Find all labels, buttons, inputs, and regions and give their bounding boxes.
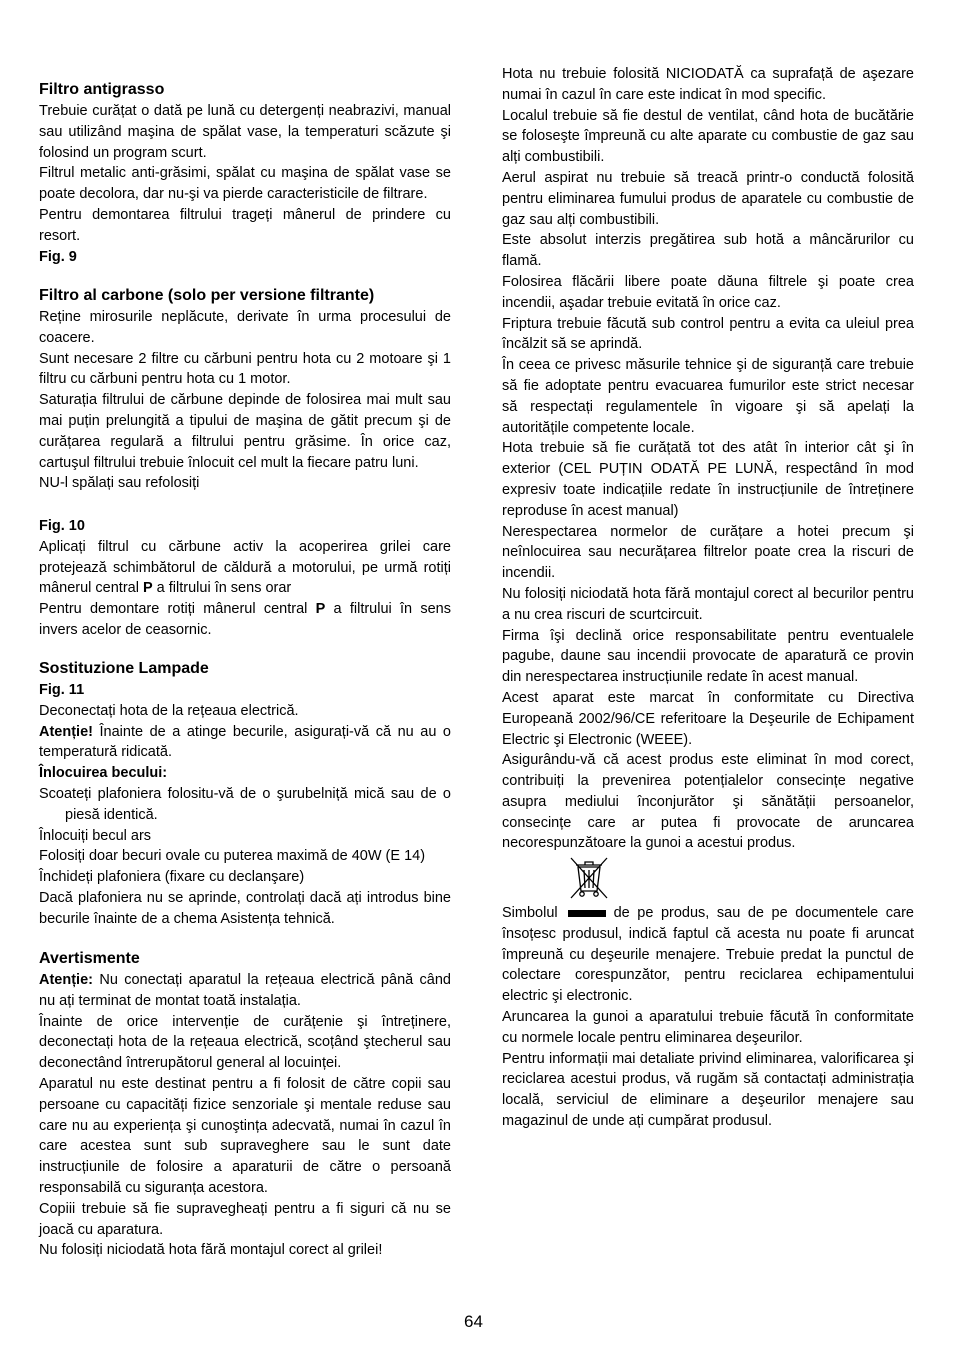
- paragraph: Folosiți doar becuri ovale cu puterea maximă de 40W (E 14): [39, 848, 426, 865]
- paragraph: Reține mirosurile neplăcute, derivate în urma procesului de coacere.: [39, 309, 451, 346]
- paragraph: Dacă plafoniera nu se aprinde, controlați dacă ați introdus bine becurile înainte de a chema Asistența tehnică.: [39, 889, 451, 927]
- carbon-filter-body: [39, 307, 451, 494]
- figure-reference: Fig. 10: [39, 518, 85, 534]
- section-title-carbon-filter: Filtro al carbone (solo per versione filtrante): [39, 287, 375, 304]
- paragraph: Folosirea flăcării libere poate dăuna filtrele şi poate crea incendii, aşadar trebuie evitată în orice caz.: [502, 273, 914, 311]
- paragraph: Filtrul metalic anti-grăsimi, spălat cu maşina de spălat vase se poate decolora, dar nu-şi va pierde caracteristicile de filtrare.: [39, 165, 451, 203]
- paragraph: Copiii trebuie să fie supravegheați pentru a fi siguri că nu se joacă cu aparatura.: [39, 1200, 451, 1238]
- bold-text: Atenție:: [39, 972, 93, 988]
- paragraph: [39, 970, 451, 1012]
- paragraph: Sunt necesare 2 filtre cu cărbuni pentru hota cu 2 motoare şi 1 filtru cu cărbuni pentru hota cu 1 motor.: [39, 350, 451, 388]
- paragraph: Înainte de orice intervenție de curățenie şi întreținere, deconectați hota de la rețeaua electrică, scoțând ştecherul sau deconectând întrerupătorul general al locuinței.: [39, 1013, 451, 1072]
- paragraph: Firma îşi declină orice responsabilitate pentru eventualele pagube, daune sau incendii provocate de aparatură ce provin din nerespectarea instrucțiunile redate în acest manual.: [502, 627, 914, 686]
- paragraph: Saturația filtrului de cărbune depinde de folosirea mai mult sau mai puțin prelungită a tipului de maşina de gătit precum şi de curățarea regulară a filtrului pentru grăsime. În orice caz, cartuşul filtrului trebuie înlocuit cel mult la fiecare patru luni.: [39, 392, 451, 471]
- bold-text: P: [142, 580, 153, 597]
- carbon-filter-fig10: [39, 516, 451, 641]
- grease-filter-body: [39, 101, 451, 267]
- paragraph: Hota trebuie să fie curățată tot des atât în interior cât şi în exterior (CEL PUȚIN ODATĂ PE LUNĂ, respectând în mod expresiv toate indicațiile redate în instrucțiunile de întreținere reproduse în acest manual): [502, 440, 914, 519]
- subheading: Înlocuirea becului:: [39, 765, 168, 782]
- figure-reference: Fig. 11: [39, 682, 85, 698]
- text: de pe produs, sau de pe documentele care însoțesc produsul, indică faptul că acesta nu poate fi aruncat împreună cu deşeurile menajere. Trebuie predat la punctul de colectare corespunzător, pentru reciclarea echipamentului electric şi electronic.: [502, 905, 914, 1005]
- paragraph: Asigurându-vă că acest produs este eliminat în mod corect, contribuiți la prevenirea potențialelor consecințe negative asupra mediului înconjurător şi sănătății persoanelor, consecințe care ar putea fi provocate de aruncarea necorespunzătoare la gunoi a acestui produs.: [502, 752, 914, 852]
- paragraph: În ceea ce privesc măsurile tehnice şi de siguranță care trebuie să fie adoptate pentru evacuarea fumurilor este strict necesar să respectați regulamentele în vigoare şi să apelați la autoritățile competente locale.: [502, 357, 914, 436]
- paragraph: [502, 903, 914, 1007]
- text: Simbolul: [502, 905, 558, 921]
- paragraph: Închideți plafoniera (fixare cu declanşare): [39, 869, 305, 886]
- paragraph: Trebuie curățat o dată pe lună cu detergenți neabrazivi, manual sau utilizând maşina de spălat vase, la temperaturi scăzute şi folosind un program scurt.: [39, 103, 451, 161]
- paragraph: Înlocuiți becul ars: [39, 827, 152, 844]
- paragraph: [39, 599, 451, 641]
- paragraph: Deconectați hota de la rețeaua electrică.: [39, 702, 299, 719]
- text: a filtrului în sens orar: [152, 580, 292, 597]
- bold-text: P: [315, 601, 326, 618]
- section-title-lamp-replacement: Sostituzione Lampade: [39, 660, 209, 677]
- paragraph: Acest aparat este marcat în conformitate cu Directiva Europeană 2002/96/CE referitoare la Deşeurile de Echipament Electric şi Electronic (WEEE).: [502, 689, 914, 748]
- text: Înainte de a atinge becurile, asigurați-vă că nu au o temperatură ridicată.: [39, 723, 451, 761]
- paragraph: Aerul aspirat nu trebuie să treacă printr-o conductă folosită pentru eliminarea fumului produs de aparatele cu combustie de gaz sau alți combustibili.: [502, 169, 914, 228]
- section-title-grease-filter: Filtro antigrasso: [39, 81, 165, 98]
- paragraph: Localul trebuie să fie destul de ventilat, când hota de bucătărie se foloseşte împreună cu alte aparate cu combustie de gaz sau alți combustibili.: [502, 107, 914, 166]
- text: Aplicați filtrul cu cărbune activ la acoperirea grilei care protejează schimbătorul de căldură a motorului, pe urmă rotiți mânerul central: [39, 538, 451, 597]
- warnings-continued: [502, 64, 914, 854]
- paragraph: Pentru informații mai detaliate privind eliminarea, valorificarea şi reciclarea acestui produs, vă rugăm să contactați administrația locală, serviciul de eliminare a deşeurilor menajere sau magazinul de unde ați cumpărat produsul.: [502, 1050, 914, 1129]
- paragraph: Nu folosiți niciodată hota fără montajul corect al grilei!: [39, 1242, 383, 1259]
- solid-bar-icon: [568, 910, 606, 917]
- text: Pentru demontare rotiți mânerul central: [39, 601, 316, 618]
- lamp-replacement-body: [39, 680, 451, 930]
- paragraph: [39, 722, 451, 764]
- figure-reference: Fig. 9: [39, 248, 77, 265]
- crossed-out-wheelie-bin-icon: [568, 855, 610, 901]
- warnings-body: [39, 970, 451, 1261]
- paragraph: Este absolut interzis pregătirea sub hotă a mâncărurilor cu flamă.: [502, 232, 914, 270]
- page-number: 64: [464, 1312, 483, 1331]
- text: a filtrului în sens invers acelor de ceasornic.: [39, 601, 451, 638]
- disposal-section: [502, 903, 914, 1132]
- paragraph: Aparatul nu este destinat pentru a fi folosit de către copii sau persoane cu capacități fizice senzoriale şi mentale reduse sau care nu au experiența şi cunoştința adecvată, numai în cazul în care acestea sunt sub supraveghere sau le sunt date instrucțiunile de folosire a aparaturii de către o persoană responsabilă cu siguranța acestora.: [39, 1075, 451, 1196]
- paragraph: [39, 537, 451, 599]
- paragraph: Friptura trebuie făcută sub control pentru a evita ca uleiul prea încălzit să se aprindă.: [502, 315, 914, 353]
- paragraph: Nerespectarea normelor de curățare a hotei precum şi neînlocuirea sau necurățarea filtrelor poate crea la riscuri de incendii.: [502, 523, 914, 582]
- paragraph: Aruncarea la gunoi a aparatului trebuie făcută în conformitate cu normele locale pentru eliminarea deşeurilor.: [502, 1008, 914, 1046]
- paragraph: Scoateți plafoniera folositu-vă de o şurubelniță mică sau de o piesă identică.: [39, 785, 451, 823]
- paragraph: Hota nu trebuie folosită NICIODATĂ ca suprafață de aşezare numai în cazul în care este indicat în mod specific.: [502, 66, 914, 103]
- paragraph: Pentru demontarea filtrului trageți mânerul de prindere cu resort.: [39, 206, 451, 244]
- paragraph: Nu folosiți niciodată hota fără montajul corect al becurilor pentru a nu crea riscuri de scurtcircuit.: [502, 585, 914, 623]
- text: Nu conectați aparatul la rețeaua electrică până când nu ați terminat de montat toată instalația.: [39, 972, 451, 1009]
- bold-text: Atenție!: [39, 723, 93, 740]
- section-title-warnings: Avertismente: [39, 950, 140, 967]
- paragraph: NU-l spălați sau refolosiți: [39, 475, 200, 492]
